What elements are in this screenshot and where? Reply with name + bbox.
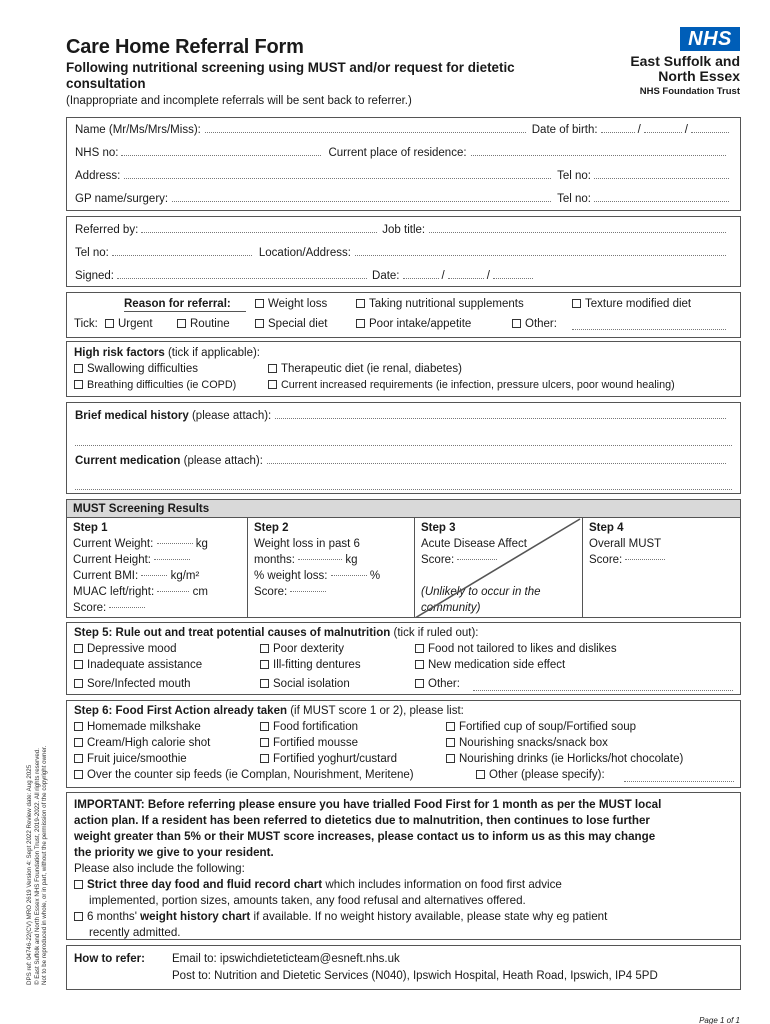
must-step3	[415, 518, 583, 617]
important-line5: Please also include the following:	[74, 862, 245, 875]
breathing-option[interactable]	[74, 379, 236, 391]
other-reason-field[interactable]	[572, 329, 726, 330]
location-label: Location/Address:	[258, 247, 351, 259]
referrer-tel-label: Tel no:	[75, 247, 109, 259]
important-text	[74, 797, 661, 941]
food-chart-bold: Strict three day food and fluid record chart	[87, 878, 323, 891]
step6-other-option[interactable]	[476, 769, 605, 781]
step1-muac-label: MUAC left/right:	[73, 586, 155, 598]
special-diet-text: Special diet	[268, 318, 328, 330]
depressive-text: Depressive mood	[87, 643, 177, 655]
cream-option[interactable]	[74, 737, 210, 749]
weight-history-rest: if available. If no weight history available, please state why eg patient	[250, 910, 608, 923]
step5-other-option[interactable]	[415, 678, 460, 690]
step2-pct-unit: %	[369, 570, 381, 582]
important-line4: the priority we give to your resident.	[74, 846, 274, 859]
step2-pct[interactable]	[254, 568, 408, 584]
other-reason-option[interactable]	[512, 318, 557, 330]
poor-intake-text: Poor intake/appetite	[369, 318, 472, 330]
drinks-text: Nourishing drinks (ie Horlicks/hot chocolate)	[459, 753, 684, 765]
dob-label: Date of birth:	[531, 124, 598, 136]
weight-loss-option[interactable]	[255, 298, 327, 310]
must-step4	[583, 518, 740, 617]
food-chart-option[interactable]	[74, 877, 661, 893]
form-note: (Inappropriate and incomplete referrals will be sent back to referrer.)	[66, 95, 412, 107]
step1-weight-label: Current Weight:	[73, 538, 154, 550]
step1-height-label: Current Height:	[73, 554, 151, 566]
step3-title: Step 3	[421, 522, 456, 534]
date-month-field[interactable]	[448, 278, 484, 279]
isolation-text: Social isolation	[273, 678, 350, 690]
gp-tel-label: Tel no:	[557, 193, 591, 205]
step2-months[interactable]	[254, 552, 408, 568]
signed-label: Signed:	[75, 270, 115, 282]
step2-score[interactable]	[254, 584, 408, 600]
step2-months-label: months:	[254, 554, 295, 566]
increased-option[interactable]	[268, 379, 675, 391]
address-field[interactable]	[124, 178, 551, 179]
breathing-text: Breathing difficulties (ie COPD)	[87, 379, 237, 391]
medication-field-line[interactable]	[75, 489, 732, 490]
history-note: (please attach):	[191, 410, 272, 422]
step2-unit: kg	[345, 554, 358, 566]
weight-history-option[interactable]	[74, 909, 661, 925]
poor-intake-option[interactable]	[356, 318, 471, 330]
step4-score-label: Score:	[589, 554, 623, 566]
depressive-option[interactable]	[74, 643, 176, 655]
snacks-option[interactable]	[446, 737, 608, 749]
isolation-option[interactable]	[260, 678, 350, 690]
swallowing-text: Swallowing difficulties	[87, 363, 199, 375]
juice-option[interactable]	[74, 753, 187, 765]
medical-section	[66, 402, 741, 494]
dexterity-option[interactable]	[260, 643, 344, 655]
referrer-section: Referred by: Job title: Tel no: Location/Address: Signed: Date: / /	[66, 216, 741, 287]
urgent-option[interactable]	[105, 318, 153, 330]
weight-history-line2: recently admitted.	[89, 926, 181, 939]
step2-pct-label: % weight loss:	[254, 570, 328, 582]
side-line-3: Not to be reproduced in whole, or in part, without the permission of the copyright owner.	[41, 745, 48, 985]
trust-line-2: North Essex	[658, 68, 740, 84]
yoghurt-option[interactable]	[260, 753, 397, 765]
nhs-no-label: NHS no:	[75, 147, 119, 159]
swallowing-option[interactable]	[74, 363, 198, 375]
step1-bmi-unit: kg/m²	[170, 570, 200, 582]
must-heading: MUST Screening Results	[67, 500, 740, 518]
referrer-tel-field[interactable]	[112, 255, 252, 256]
step6-note: (if MUST score 1 or 2), please list:	[290, 705, 464, 717]
yoghurt-text: Fortified yoghurt/custard	[273, 753, 398, 765]
urgent-text: Urgent	[118, 318, 153, 330]
supplements-option[interactable]	[356, 298, 524, 310]
medication-field[interactable]	[267, 463, 726, 464]
reason-section	[66, 292, 741, 338]
cream-text: Cream/High calorie shot	[87, 737, 211, 749]
juice-text: Fruit juice/smoothie	[87, 753, 187, 765]
refer-post: Post to: Nutrition and Dietetic Services (N040), Ipswich Hospital, Heath Road, Ipswich, IP4 5PD	[172, 970, 658, 982]
must-step2	[248, 518, 415, 617]
nhs-no-field[interactable]	[121, 155, 321, 156]
step4-score[interactable]	[589, 552, 734, 568]
step5-note: (tick if ruled out):	[393, 627, 479, 639]
dexterity-text: Poor dexterity	[273, 643, 344, 655]
important-line1	[74, 797, 661, 813]
referred-by-field[interactable]	[141, 232, 377, 233]
date-year-field[interactable]	[493, 278, 533, 279]
step1-weight[interactable]	[73, 536, 241, 552]
important-line2: action plan. If a resident has been referred to dietetics due to malnutrition, then continues to lose further	[74, 814, 650, 827]
drinks-option[interactable]	[446, 753, 683, 765]
assistance-text: Inadequate assistance	[87, 659, 203, 671]
form-title: Care Home Referral Form	[66, 36, 304, 58]
step6-other-field[interactable]	[624, 781, 734, 782]
therapeutic-option[interactable]	[268, 363, 462, 375]
date-label: Date:	[372, 270, 400, 282]
snacks-text: Nourishing snacks/snack box	[459, 737, 608, 749]
soup-text: Fortified cup of soup/Fortified soup	[459, 721, 637, 733]
new-medication-text: New medication side effect	[428, 659, 566, 671]
trust-line-1: East Suffolk and	[630, 53, 740, 69]
tick-label: Tick:	[74, 318, 98, 330]
step1-height[interactable]	[73, 552, 241, 568]
step1-score-label: Score:	[73, 602, 107, 614]
step1-muac-unit: cm	[192, 586, 208, 598]
step2-line1: Weight loss in past 6	[254, 538, 360, 550]
job-title-field[interactable]	[429, 232, 726, 233]
important-label: IMPORTANT	[74, 798, 141, 811]
sore-mouth-option[interactable]	[74, 678, 191, 690]
step6-title: Step 6: Food First Action already taken	[74, 705, 288, 717]
weight-history-pre: 6 months'	[87, 910, 141, 923]
tel-label: Tel no:	[557, 170, 591, 182]
step6-section	[66, 700, 741, 788]
residence-field[interactable]	[471, 155, 726, 156]
important-line1-text: : Before referring please ensure you have trialled Food First for 1 month as per the MUST local	[140, 798, 662, 811]
step5-section	[66, 622, 741, 695]
name-label: Name (Mr/Ms/Mrs/Miss):	[75, 124, 201, 136]
referred-by-label: Referred by:	[75, 224, 139, 236]
mousse-option[interactable]	[260, 737, 358, 749]
routine-option[interactable]	[177, 318, 230, 330]
refer-email[interactable]: Email to: ipswichdieteticteam@esneft.nhs.uk	[172, 953, 400, 965]
dob-day-field[interactable]	[601, 132, 635, 133]
step6-other-text: Other (please specify):	[489, 769, 605, 781]
soup-option[interactable]	[446, 721, 636, 733]
step2-title: Step 2	[254, 522, 289, 534]
form-subtitle: Following nutritional screening using MUST and/or request for dietetic consultation	[66, 60, 515, 91]
step1-muac[interactable]	[73, 584, 241, 600]
address-label: Address:	[75, 170, 121, 182]
job-title-label: Job title:	[382, 224, 426, 236]
high-risk-section	[66, 341, 741, 397]
not-tailored-option[interactable]	[415, 643, 617, 655]
gp-tel-field[interactable]	[594, 201, 729, 202]
tel-field[interactable]	[594, 178, 729, 179]
increased-text: Current increased requirements (ie infection, pressure ulcers, poor wound healing)	[281, 379, 675, 391]
routine-text: Routine	[190, 318, 230, 330]
new-medication-option[interactable]	[415, 659, 565, 671]
step6-heading	[74, 705, 464, 717]
step1-bmi[interactable]	[73, 568, 241, 584]
step4-title: Step 4	[589, 522, 624, 534]
sip-feeds-option[interactable]	[74, 769, 414, 781]
how-to-refer-section	[66, 945, 741, 990]
signed-field[interactable]	[117, 278, 367, 279]
sip-feeds-text: Over the counter sip feeds (ie Complan, Nourishment, Meritene)	[87, 769, 414, 781]
name-field[interactable]	[205, 132, 526, 133]
milkshake-text: Homemade milkshake	[87, 721, 201, 733]
must-step1	[67, 518, 248, 617]
history-label: Brief medical history	[75, 410, 189, 422]
step2-score-label: Score:	[254, 586, 288, 598]
high-risk-title: High risk factors	[74, 347, 165, 359]
date-day-field[interactable]	[403, 278, 439, 279]
medication-label: Current medication	[75, 455, 181, 467]
reason-label: Reason for referral:	[124, 298, 231, 310]
dob-year-field[interactable]	[691, 132, 729, 133]
weight-history-bold: weight history chart	[140, 910, 251, 923]
step5-heading	[74, 627, 479, 639]
not-tailored-text: Food not tailored to likes and dislikes	[428, 643, 617, 655]
step1-bmi-label: Current BMI:	[73, 570, 139, 582]
step3-note2: community)	[421, 602, 481, 614]
step5-other-field[interactable]	[473, 690, 733, 691]
step3-note1: (Unlikely to occur in the	[421, 586, 541, 598]
refer-label: How to refer:	[74, 953, 145, 965]
therapeutic-text: Therapeutic diet (ie renal, diabetes)	[281, 363, 462, 375]
dentures-option[interactable]	[260, 659, 361, 671]
must-section	[66, 499, 741, 618]
step1-score[interactable]	[73, 600, 241, 616]
milkshake-option[interactable]	[74, 721, 201, 733]
step1-title: Step 1	[73, 522, 108, 534]
fortification-text: Food fortification	[273, 721, 359, 733]
food-chart-rest: which includes information on food first advice	[322, 878, 562, 891]
step3-strike-line	[415, 518, 583, 618]
fortification-option[interactable]	[260, 721, 358, 733]
special-diet-option[interactable]	[255, 318, 327, 330]
important-line3: weight greater than 5% or their MUST score increases, please contact us to inform us as this may change	[74, 830, 656, 843]
sore-mouth-text: Sore/Infected mouth	[87, 678, 191, 690]
side-line-1: DPS ref: 04746-22(CV) MRO 2619 Version 4: Sept 2022 Review date: Aug 2025	[26, 764, 33, 985]
page-number: Page 1 of 1	[699, 1016, 740, 1024]
texture-text: Texture modified diet	[585, 298, 692, 310]
important-section	[66, 792, 741, 940]
step4-line1: Overall MUST	[589, 538, 662, 550]
gp-label: GP name/surgery:	[75, 193, 169, 205]
texture-option[interactable]	[572, 298, 691, 310]
step1-weight-unit: kg	[195, 538, 208, 550]
history-field-line[interactable]	[75, 445, 732, 446]
step5-other-text: Other:	[428, 678, 460, 690]
medication-note: (please attach):	[183, 455, 263, 467]
step5-title: Step 5: Rule out and treat potential causes of malnutrition	[74, 627, 391, 639]
assistance-option[interactable]	[74, 659, 202, 671]
high-risk-heading	[74, 347, 260, 359]
step3-score-label: Score:	[421, 554, 455, 566]
patient-details-section: Name (Mr/Ms/Mrs/Miss): Date of birth: / / NHS no: Current place of residence: Address: Tel no: GP name/surgery: Tel no:	[66, 117, 741, 211]
nhs-logo: NHS	[680, 27, 740, 51]
other-reason-text: Other:	[525, 318, 557, 330]
dob-month-field[interactable]	[644, 132, 682, 133]
food-chart-line2: implemented, portion sizes, amounts taken, any food refusal and alternatives offered.	[89, 894, 526, 907]
location-field[interactable]	[355, 255, 726, 256]
high-risk-note: (tick if applicable):	[167, 347, 260, 359]
step3-line1: Acute Disease Affect	[421, 538, 527, 550]
side-line-2: © East Suffolk and North Essex NHS Foundation Trust, 2019-2022. All rights reserved.	[33, 748, 41, 985]
trust-line-3: NHS Foundation Trust	[639, 86, 740, 97]
supplements-text: Taking nutritional supplements	[369, 298, 524, 310]
weight-loss-text: Weight loss	[268, 298, 328, 310]
mousse-text: Fortified mousse	[273, 737, 359, 749]
residence-label: Current place of residence:	[328, 147, 467, 159]
history-field[interactable]	[275, 418, 726, 419]
gp-field[interactable]	[172, 201, 551, 202]
dentures-text: Ill-fitting dentures	[273, 659, 361, 671]
trust-name	[630, 54, 740, 97]
side-footer-text	[26, 746, 49, 985]
